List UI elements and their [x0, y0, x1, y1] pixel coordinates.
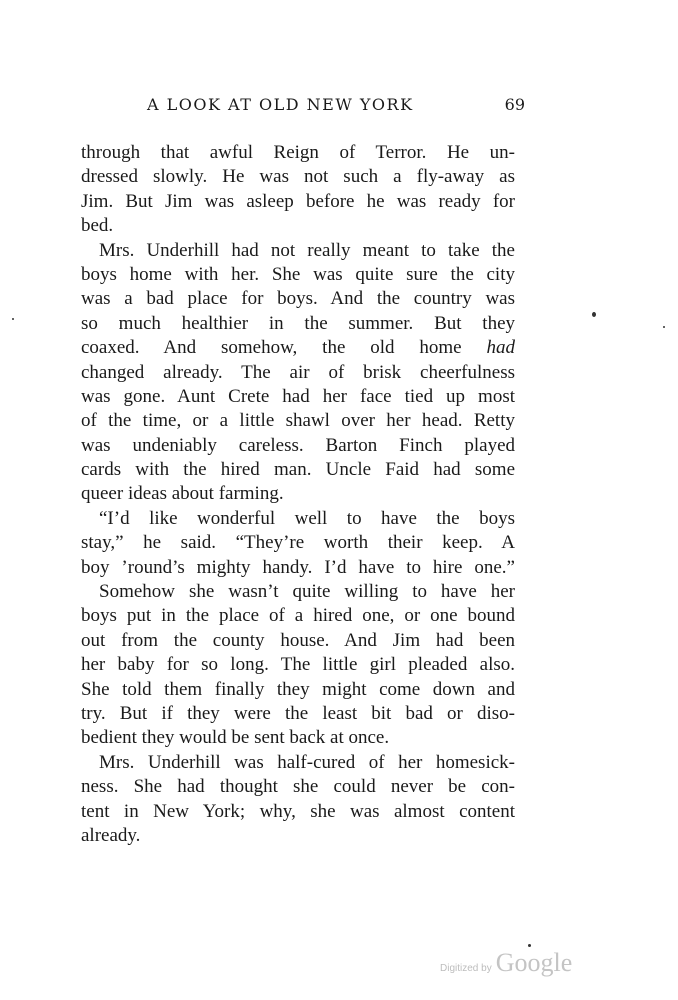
text-line: tent in New York; why, she was almost content	[81, 800, 515, 822]
text-line: her baby for so long. The little girl pleaded also.	[81, 654, 515, 676]
text-line: Jim. But Jim was asleep before he was ready for	[81, 190, 515, 212]
scan-speck	[528, 944, 531, 947]
text-line: changed already. The air of brisk cheerfulness	[81, 361, 515, 383]
text-line: dressed slowly. He was not such a fly-away as	[81, 166, 515, 188]
page-number: 69	[504, 95, 525, 114]
running-header	[147, 95, 525, 119]
line-text: coaxed. And somehow, the old home	[81, 337, 462, 359]
text-line: already.	[81, 824, 141, 846]
text-line: through that awful Reign of Terror. He un-	[81, 142, 515, 163]
text-line: cards with the hired man. Uncle Faid had some	[81, 459, 515, 481]
text-line: Mrs. Underhill was half-cured of her homesick-	[99, 751, 515, 773]
text-line: bedient they would be sent back at once.	[81, 727, 390, 749]
google-logo: Google	[495, 948, 573, 977]
text-line: of the time, or a little shawl over her head. Retty	[81, 410, 515, 432]
scan-speck	[592, 312, 596, 317]
text-line: boys home with her. She was quite sure the city	[81, 263, 515, 285]
body-text	[81, 141, 515, 848]
text-line: was undeniably careless. Barton Finch played	[81, 434, 515, 456]
text-line-with-italic	[81, 336, 515, 360]
text-line: boys put in the place of a hired one, or one bound	[81, 605, 515, 627]
text-line: out from the county house. And Jim had been	[81, 629, 515, 651]
text-line: She told them finally they might come down and	[81, 678, 515, 700]
text-line: was a bad place for boys. And the country was	[81, 288, 515, 310]
running-title: A LOOK AT OLD NEW YORK	[147, 95, 414, 114]
scan-speck	[12, 318, 14, 320]
text-line: bed.	[81, 215, 114, 237]
text-line: Somehow she wasn’t quite willing to have her	[99, 581, 515, 603]
text-line: so much healthier in the summer. But they	[81, 312, 515, 334]
scan-speck	[663, 326, 665, 328]
text-line: Mrs. Underhill had not really meant to take the	[99, 239, 515, 261]
text-line: “I’d like wonderful well to have the boys	[99, 507, 515, 529]
italic-word: had	[486, 337, 515, 359]
text-line: stay,” he said. “They’re worth their keep. A	[81, 532, 515, 554]
text-line: queer ideas about farming.	[81, 483, 284, 505]
text-line: boy ’round’s mighty handy. I’d have to hire one.”	[81, 556, 515, 578]
text-line: was gone. Aunt Crete had her face tied up most	[81, 385, 515, 407]
digitized-watermark	[440, 948, 572, 978]
text-line: ness. She had thought she could never be con-	[81, 776, 515, 798]
watermark-text: Digitized by	[440, 963, 492, 974]
text-line: try. But if they were the least bit bad or diso-	[81, 702, 515, 724]
